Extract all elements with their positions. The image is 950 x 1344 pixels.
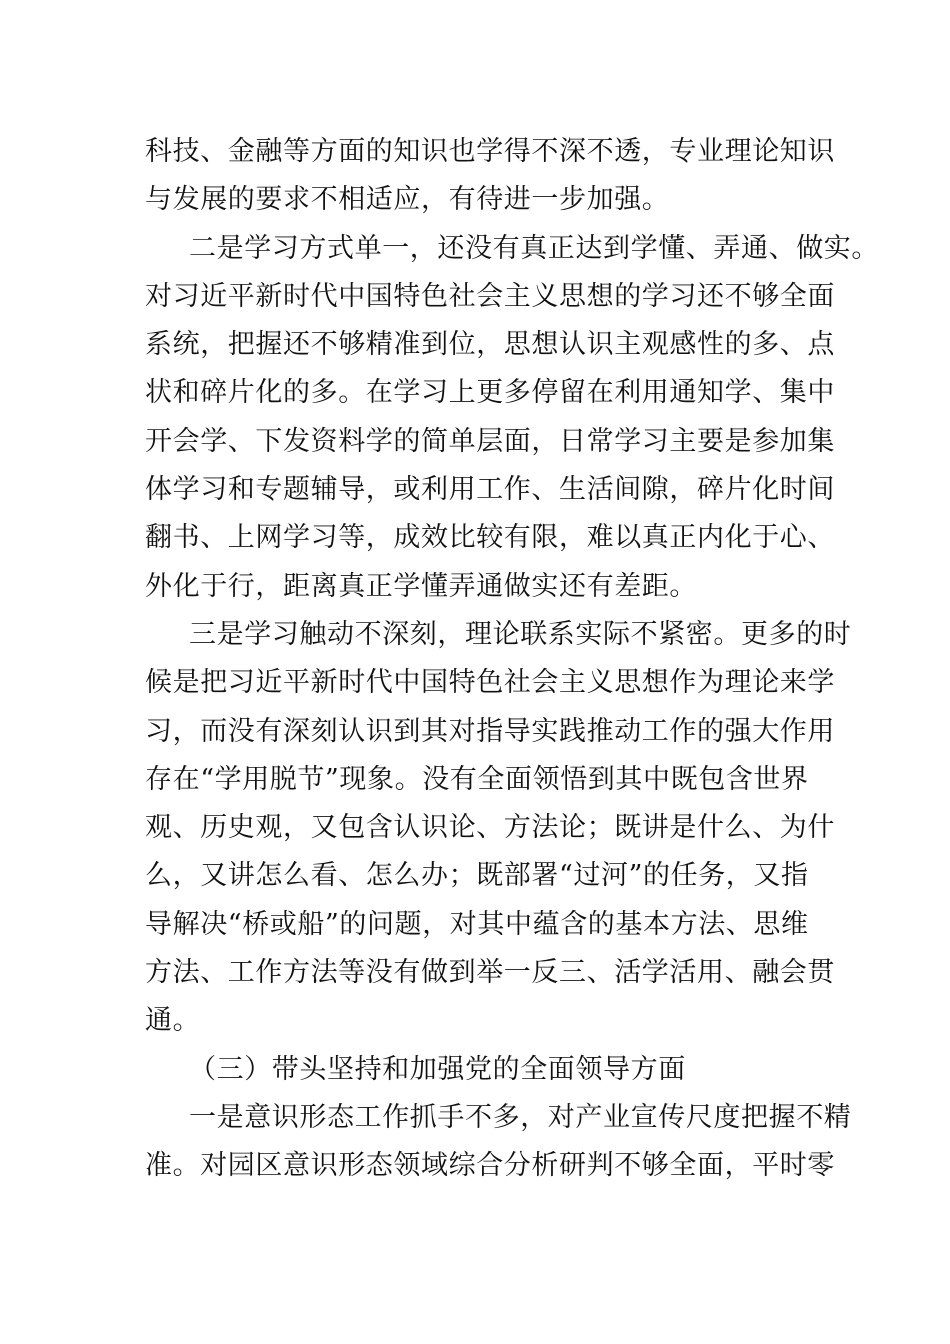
paragraph-line: 状和碎片化的多。在学习上更多停留在利用通知学、集中: [145, 377, 835, 409]
paragraph-line: 科技、金融等方面的知识也学得不深不透，专业理论知识: [145, 136, 835, 167]
paragraph-line: 么，又讲怎么看、怎么办；既部署“过河”的任务，又指: [145, 860, 809, 892]
paragraph-line: 对习近平新时代中国特色社会主义思想的学习还不够全面: [145, 280, 835, 312]
paragraph-line: 与发展的要求不相适应，有待进一步加强。: [145, 184, 670, 216]
paragraph-line: 观、历史观，又包含认识论、方法论；既讲是什么、为什: [145, 812, 835, 844]
paragraph-line: 开会学、下发资料学的简单层面，日常学习主要是参加集: [145, 425, 835, 457]
paragraph-line: 通。: [145, 1005, 201, 1037]
paragraph-line: 候是把习近平新时代中国特色社会主义思想作为理论来学: [145, 667, 835, 699]
paragraph-line: 导解决“桥或船”的问题，对其中蕴含的基本方法、思维: [145, 908, 809, 940]
paragraph-line: 方法、工作方法等没有做到举一反三、活学活用、融会贯: [145, 957, 835, 989]
paragraph-line: 系统，把握还不够精准到位，思想认识主观感性的多、点: [145, 329, 835, 361]
paragraph-line: 习，而没有深刻认识到其对指导实践推动工作的强大作用: [145, 715, 835, 747]
paragraph-line: 一是意识形态工作抓手不多，对产业宣传尺度把握不精: [189, 1101, 852, 1133]
section-heading: （三）带头坚持和加强党的全面领导方面: [189, 1053, 686, 1085]
paragraph-line: 准。对园区意识形态领域综合分析研判不够全面，平时零: [145, 1150, 835, 1182]
paragraph-line: 存在“学用脱节”现象。没有全面领悟到其中既包含世界: [145, 763, 809, 795]
paragraph-line: 二是学习方式单一，还没有真正达到学懂、弄通、做实。: [189, 232, 879, 264]
document-body: [145, 128, 879, 1191]
paragraph-line: 三是学习触动不深刻，理论联系实际不紧密。更多的时: [189, 618, 852, 650]
paragraph-line: 外化于行，距离真正学懂弄通做实还有差距。: [145, 570, 697, 602]
paragraph-line: 翻书、上网学习等，成效比较有限，难以真正内化于心、: [145, 522, 835, 554]
paragraph-line: 体学习和专题辅导，或利用工作、生活间隙，碎片化时间: [145, 474, 835, 506]
